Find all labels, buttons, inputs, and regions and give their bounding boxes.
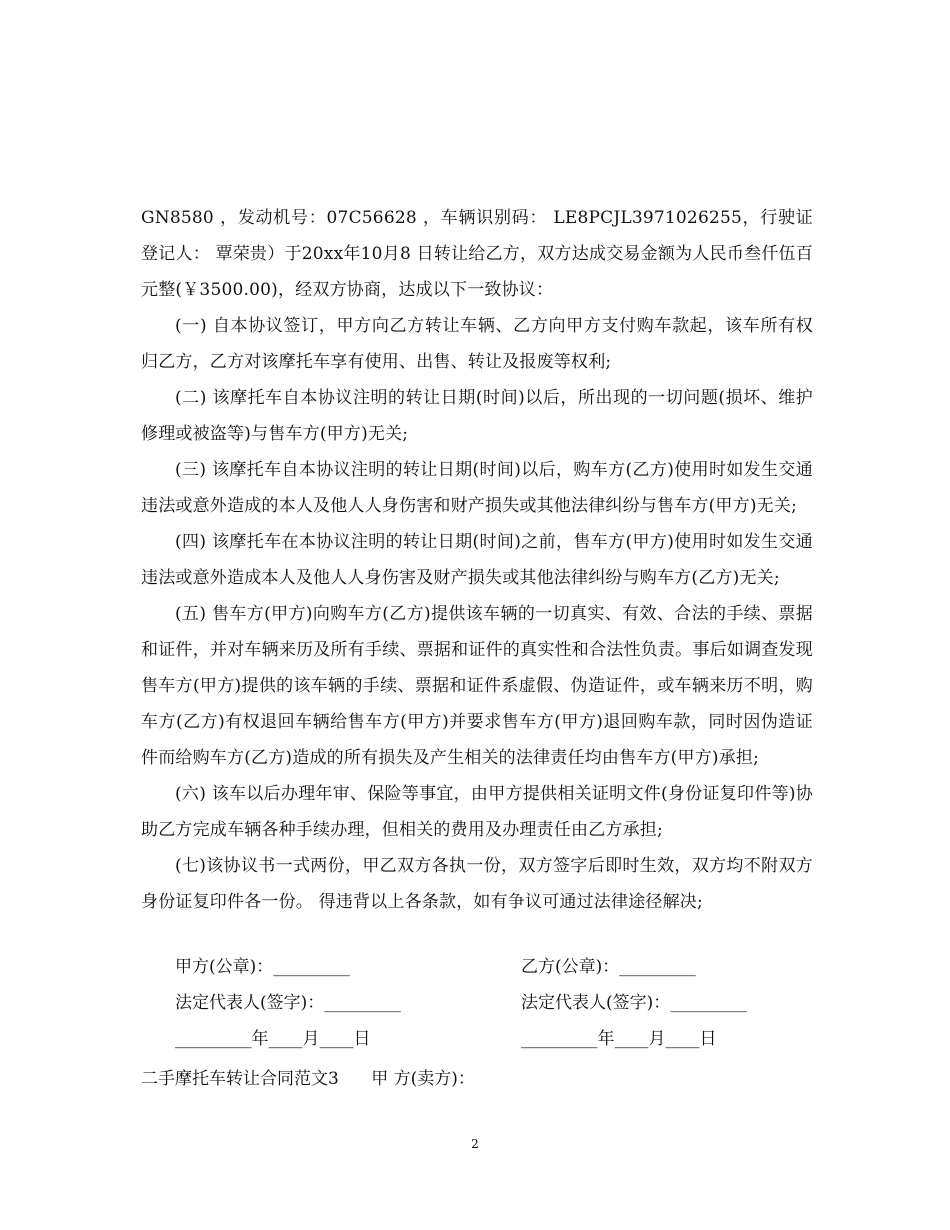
next-section-party-a: 甲 方(卖方)： — [371, 1069, 475, 1089]
date-row — [141, 1029, 831, 1053]
party-a-seal: 甲方(公章)：_________ — [175, 957, 350, 977]
next-section-heading — [141, 1067, 475, 1091]
contract-body — [141, 200, 813, 920]
party-b-date: _________年____月____日 — [521, 1029, 717, 1049]
page-number: 2 — [471, 1137, 479, 1151]
party-b-seal: 乙方(公章)：_________ — [521, 957, 696, 977]
party-a-date: _________年____月____日 — [175, 1029, 371, 1049]
clause-2: (二) 该摩托车自本协议注明的转让日期(时间)以后，所出现的一切问题(损坏、维护修理或被盗等)与售车方(甲方)无关; — [141, 388, 813, 444]
clause-4: (四) 该摩托车在本协议注明的转让日期(时间)之前，售车方(甲方)使用时如发生交通违法或意外造成本人及他人人身伤害及财产损失或其他法律纠纷与购车方(乙方)无关; — [141, 532, 813, 588]
representative-row — [141, 993, 831, 1017]
opening-paragraph: GN8580 ，发动机号：07C56628 ，车辆识别码： LE8PCJL3971026255，行驶证登记人： 覃荣贵）于20xx年10月8 日转让给乙方，双方达成交易金额为人民币叁仟伍百元整(￥3500.00)，经双方协商，达成以下一致协议： — [141, 208, 813, 300]
party-b-representative: 法定代表人(签字)：_________ — [521, 993, 747, 1013]
clause-7: (七)该协议书一式两份，甲乙双方各执一份，双方签字后即时生效，双方均不附双方身份证复印件各一份。 得违背以上各条款，如有争议可通过法律途径解决; — [141, 856, 813, 912]
clause-6: (六) 该车以后办理年审、保险等事宜，由甲方提供相关证明文件(身份证复印件等)协助乙方完成车辆各种手续办理，但相关的费用及办理责任由乙方承担; — [141, 784, 813, 840]
clause-3: (三) 该摩托车自本协议注明的转让日期(时间)以后，购车方(乙方)使用时如发生交通违法或意外造成的本人及他人人身伤害和财产损失或其他法律纠纷与售车方(甲方)无关; — [141, 460, 813, 516]
clause-1: (一) 自本协议签订，甲方向乙方转让车辆、乙方向甲方支付购车款起，该车所有权归乙方，乙方对该摩托车享有使用、出售、转让及报废等权利; — [141, 316, 813, 372]
party-a-representative: 法定代表人(签字)：_________ — [175, 993, 401, 1013]
next-section-title: 二手摩托车转让合同范文3 — [141, 1069, 339, 1089]
seal-row — [141, 957, 831, 981]
clause-5: (五) 售车方(甲方)向购车方(乙方)提供该车辆的一切真实、有效、合法的手续、票据和证件，并对车辆来历及所有手续、票据和证件的真实性和合法性负责。事后如调查发现售车方(甲方)提供的该车辆的手续、票据和证件系虚假、伪造证件，或车辆来历不明，购车方(乙方)有权退回车辆给售车方(甲方)并要求售车方(甲方)退回购车款，同时因伪造证件而给购车方(乙方)造成的所有损失及产生相关的法律责任均由售车方(甲方)承担; — [141, 604, 813, 768]
